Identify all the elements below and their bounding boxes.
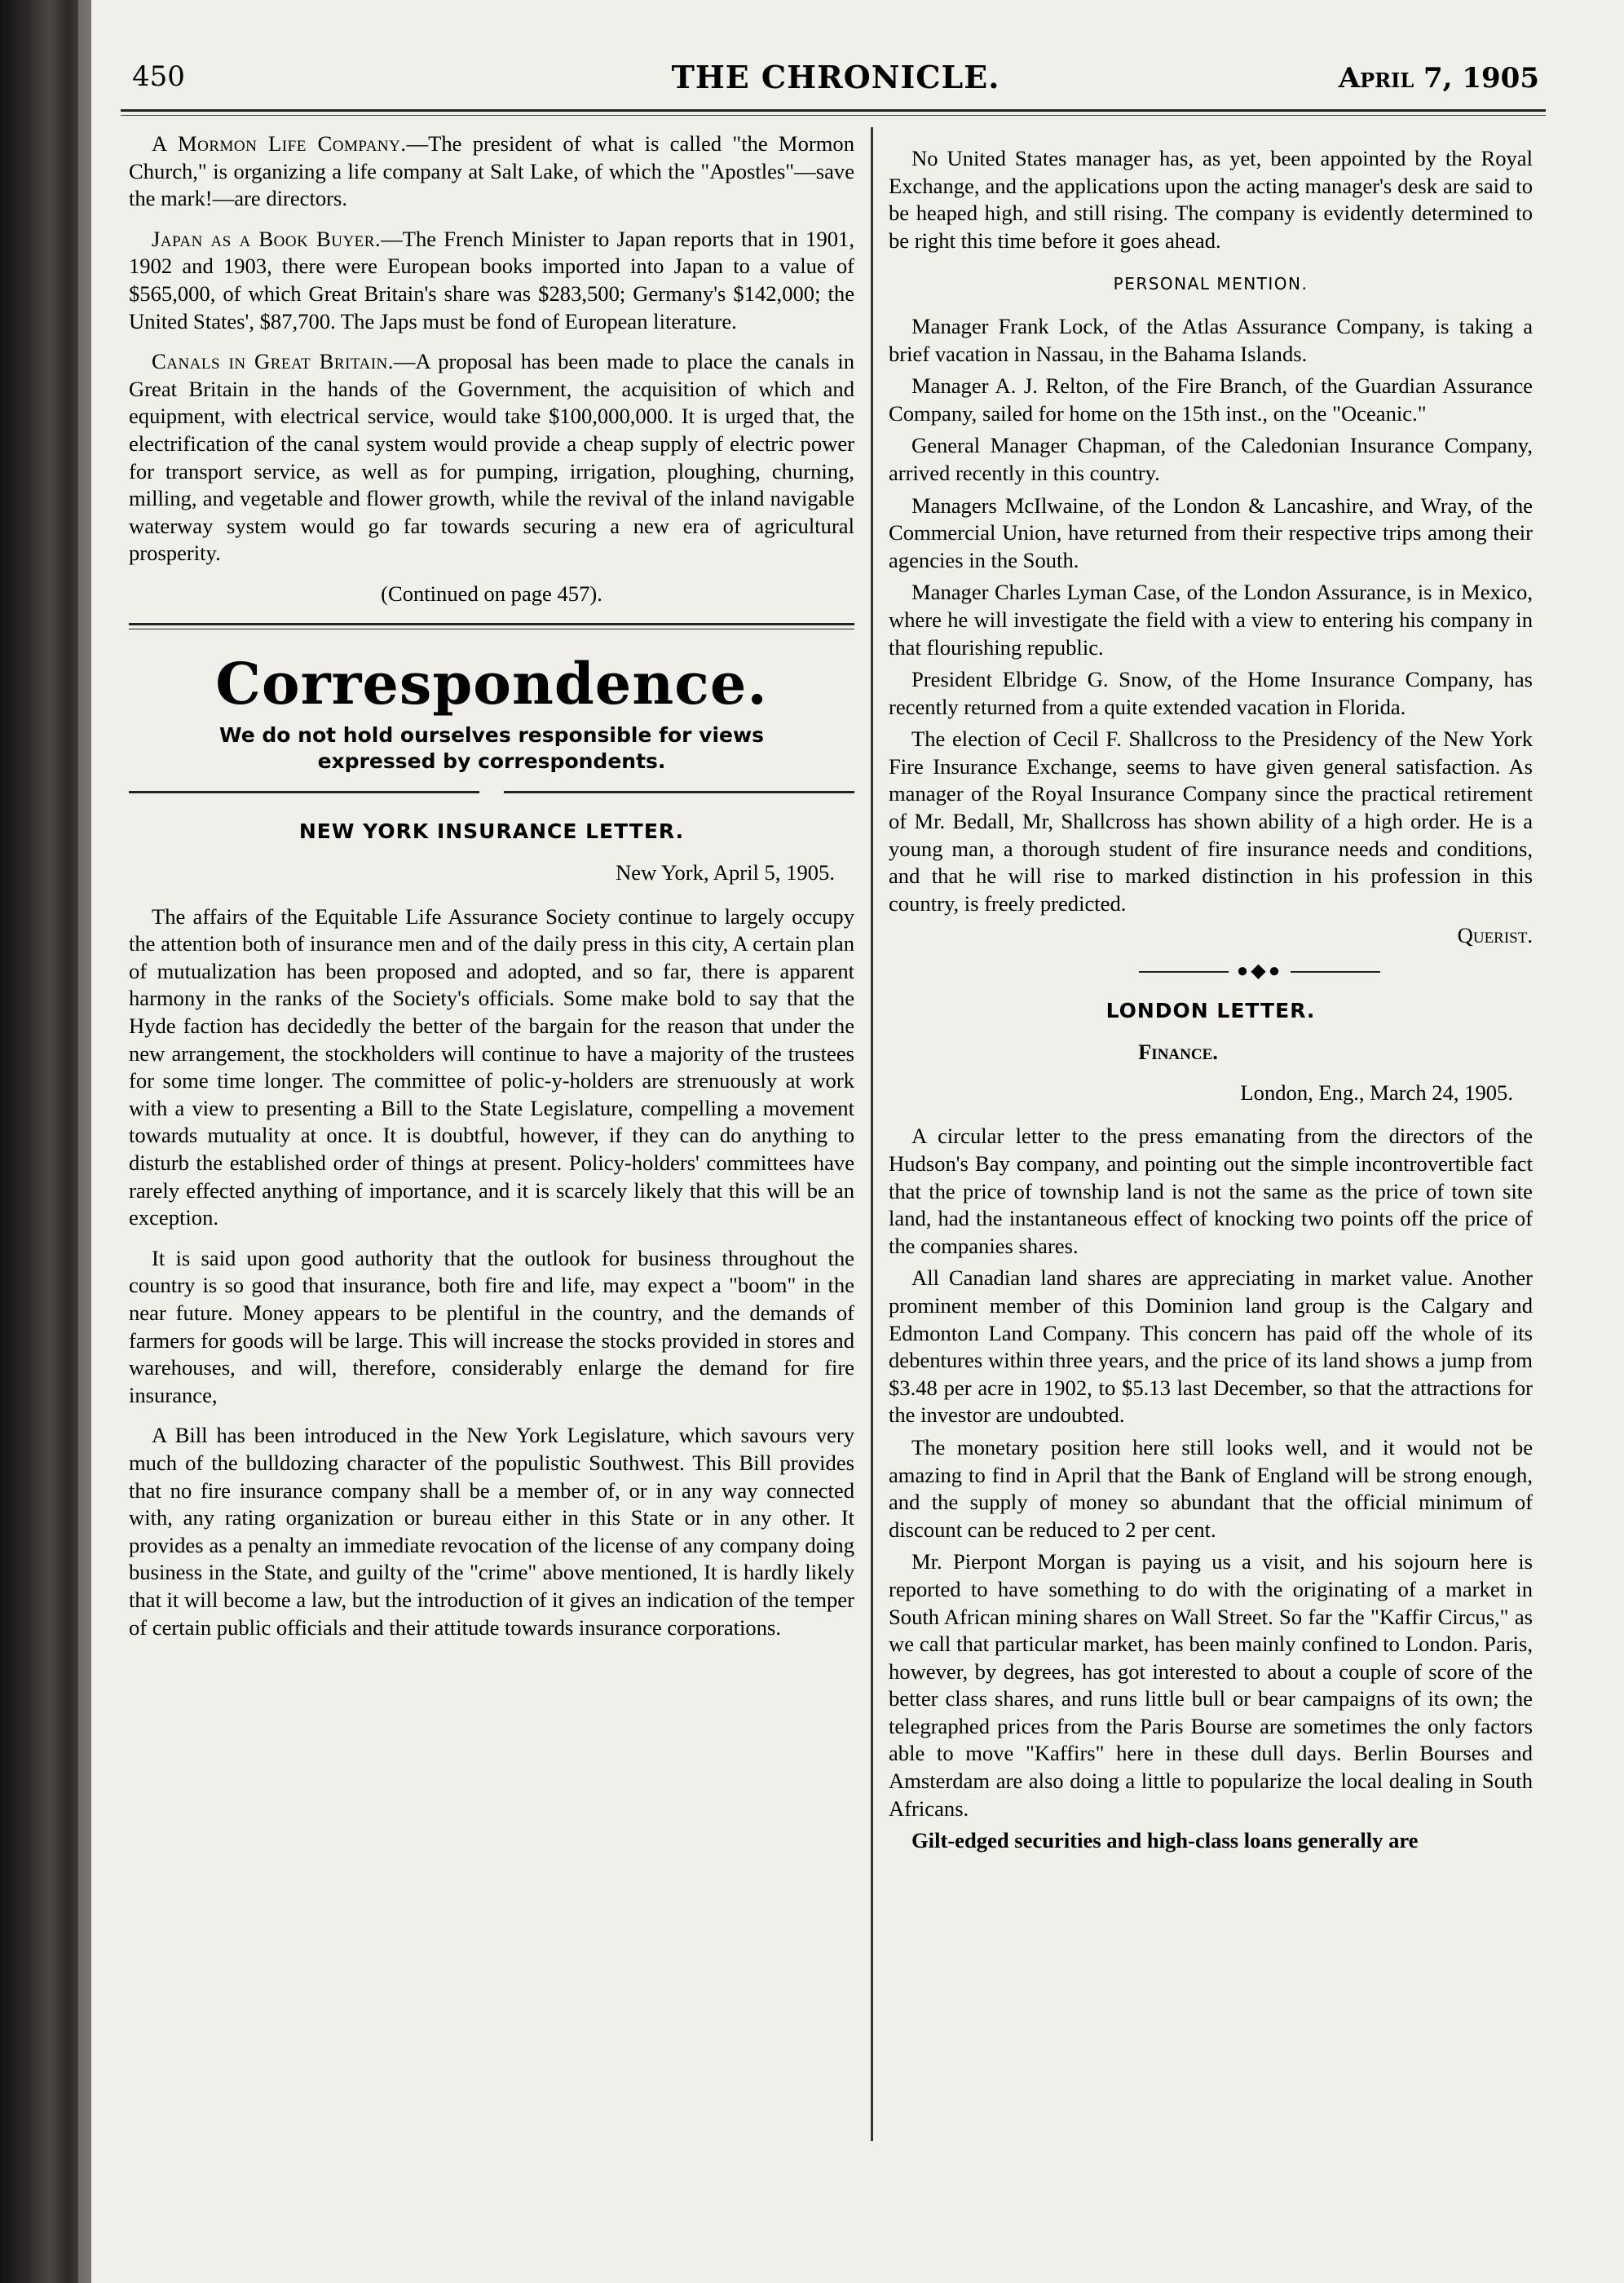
london-dateline: London, Eng., March 24, 1905. [1240,1080,1513,1105]
journal-title: THE CHRONICLE. [671,59,1000,95]
issue-date: April 7, 1905 [1338,62,1539,95]
left-column [129,130,854,1654]
intro-paragraph: No United States manager has, as yet, been appointed by the Royal Exchange, and the applications upon the acting manager's desk are said to be heaped high, and still rising. The company is evidently determined to be right this time before it goes ahead. [889,146,1533,253]
right-column [889,145,1533,1860]
personal-paragraph: Manager Frank Lock, of the Atlas Assurance Company, is taking a brief vacation in Nassau, in the Bahama Islands. [889,313,1533,366]
london-paragraph: All Canadian land shares are appreciating in market value. Another prominent member of this Dominion land group is the Calgary and Edmonton Land Company. This concern has paid off the whole of its debentures within three years, and the price of its land shows a jump from $3.48 per acre in 1902, to $5.13 last December, so that the attractions for the investor are undoubted. [889,1265,1533,1428]
finance-heading: Finance. [1138,1040,1218,1065]
split-rule [129,791,854,793]
london-paragraph: Gilt-edged securities and high-class loans generally are [911,1828,1419,1853]
article-lead: Canals in Great Britain. [152,349,394,374]
london-paragraph: The monetary position here still looks well, and it would not be amazing to find in April that the Bank of England will be strong enough, and the supply of money so abundant that the official minimum of discount can be reduced to 2 per cent. [889,1434,1533,1542]
personal-paragraph: The election of Cecil F. Shallcross to the Presidency of the New York Fire Insurance Exchange, seems to have given general satisfaction. As manager of the Royal Insurance Company since the practical retirement of Mr. Bedall, Mr, Shallcross has shown ability of a high order. He is a young man, a thorough student of fire insurance needs and conditions, and that he will rise to marked distinction in his profession in this country, is freely predicted. [889,726,1533,916]
page-edge-shadow [78,0,91,2283]
section-double-rule [129,623,854,629]
page-number: 450 [132,60,185,93]
ny-paragraph: The affairs of the Equitable Life Assurance Society continue to largely occupy the attention both of insurance men and of the daily press in this city, A certain plan of mutualization has been proposed and adopted, and so far, there is apparent harmony in the ranks of the Society's officials. Some make bold to say that the Hyde faction has decidedly the better of the bargain for the reason that under the new arrangement, the stockholders will continue to have a majority of the trustees for some time longer. The committee of polic-y-holders are strenuously at work with a view to presenting a Bill to the State Legislature, compelling a movement towards mutuality at once. It is doubtful, however, if they can do anything to disturb the established order of things at present. Policy-holders' committees have rarely effected anything of importance, and it is scarcely likely that this will be an exception. [129,903,854,1230]
ny-paragraph: A Bill has been introduced in the New York Legislature, which savours very much of the bulldozing character of the populistic Southwest. This Bill provides that no fire insurance company shall be a member of, or in any way connected with, any rating organization or bureau either in this State or in any other. It provides as a penalty an immediate revocation of the license of any company doing business in the State, and guilty of the "crime" above mentioned, It is hardly likely that it will become a law, but the introduction of it gives an indication of the temper of certain public officials and their attitude towards insurance corporations. [129,1423,854,1640]
continued-note: (Continued on page 457). [381,581,602,606]
london-paragraph: A circular letter to the press emanating from the directors of the Hudson's Bay company, and pointing out the simple incontrovertible fact that the price of township land is not the same as the price of town site land, had the instantaneous effect of knocking two points off the price of the companies shares. [889,1124,1533,1258]
mormon-article [129,130,854,213]
ny-letter-heading: NEW YORK INSURANCE LETTER. [298,819,685,843]
london-paragraph: Mr. Pierpont Morgan is paying us a visit, and his sojourn here is reported to have something to do with the originating of a market in South African mining shares on Wall Street. So far the "Kaffir Circus," as we call that particular market, has been mainly confined to London. Paris, however, by degrees, has got interested to about a couple of score of the better class shares, and runs little bull or bear campaigns of its own; the telegraphed prices from the Paris Bourse are sometimes the only factors able to move "Kaffirs" here in these dull days. Berlin Bourses and Amsterdam are also doing a little to popularize the local dealing in South Africans. [889,1549,1533,1821]
correspondence-disclaimer: We do not hold ourselves responsible for views expressed by correspondents. [219,722,764,773]
article-text: —The French Minister to Japan reports that in 1901, 1902 and 1903, there were European books imported into Japan to a value of $565,000, of which Great Britain's share was $283,500; Germany's $142,000; the United States', $87,700. The Japs must be fond of European literature. [129,226,854,333]
ny-paragraph: It is said upon good authority that the outlook for business throughout the country is so good that insurance, both fire and life, may expect a "boom" in the near future. Money appears to be plentiful in the country, and the demands of farmers for goods will be large. This will increase the stocks provided in stores and warehouses, and will, therefore, considerably enlarge the demand for fire insurance, [129,1245,854,1407]
querist-signature: Querist. [1457,923,1533,948]
article-text: —The president of what is called "the Mormon Church," is organizing a life company at Salt Lake, of which the "Apostles"—save the mark!—are directors. [129,131,855,211]
personal-mention-heading: PERSONAL MENTION. [1113,274,1308,294]
london-letter-heading: LONDON LETTER. [1105,998,1316,1022]
ornament-divider: ●◆● [986,958,1533,986]
personal-paragraph: Manager Charles Lyman Case, of the London Assurance, is in Mexico, where he will investigate the field with a view to entering his company in that flourishing republic. [889,580,1533,660]
article-lead: Japan as a Book Buyer. [152,226,382,251]
page-header [132,49,1539,106]
header-rule-thin [121,115,1546,116]
header-rule [121,109,1546,112]
canals-article [129,348,854,567]
article-lead: A Mormon Life Company. [152,131,407,156]
personal-paragraph: General Manager Chapman, of the Caledonian Insurance Company, arrived recently in this country. [889,433,1533,485]
article-text: —A proposal has been made to place the canals in Great Britain in the hands of the Government, the acquisition of which and equipment, with electrical service, would take $100,000,000. It is urged that, the electrification of the canal system would provide a cheap supply of electric power for transport service, as well as for pumping, irrigation, ploughing, churning, milling, and vegetable and flower growth, while the revival of the inland navigable waterway system would go far towards securing a new era of agricultural prosperity. [129,349,854,566]
ny-letter-dateline: New York, April 5, 1905. [616,860,835,885]
column-divider [871,127,873,2141]
personal-paragraph: Managers McIlwaine, of the London & Lancashire, and Wray, of the Commercial Union, have returned from their respective trips among their agencies in the South. [889,492,1533,572]
personal-paragraph: President Elbridge G. Snow, of the Home Insurance Company, has recently returned from a quite extended vacation in Florida. [889,667,1533,719]
correspondence-title: Correspondence. [215,649,768,718]
japan-article [129,226,854,335]
personal-paragraph: Manager A. J. Relton, of the Fire Branch, of the Guardian Assurance Company, sailed for home on the 15th inst., on the "Oceanic." [889,373,1533,426]
